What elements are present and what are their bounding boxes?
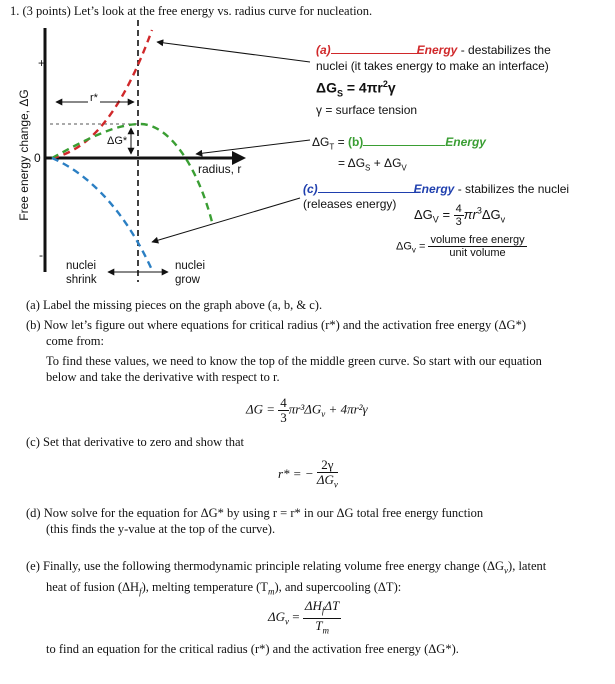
- eq-b-lhs: ΔG =: [246, 401, 276, 417]
- b-line2-sub2: V: [401, 163, 407, 173]
- c-word: Energy: [413, 182, 455, 196]
- c-def-num: volume free energy: [430, 234, 525, 246]
- grow-line-2: grow: [175, 274, 200, 286]
- equation-r-star: [278, 458, 338, 492]
- x-axis-label: radius, r: [198, 162, 242, 176]
- eq-e-num-sub: f: [321, 605, 325, 616]
- grow-line-1: nuclei: [175, 260, 206, 272]
- annotation-b: [312, 134, 486, 177]
- a-tag: (a): [316, 43, 331, 57]
- c-frac-num: 4: [455, 203, 462, 215]
- b-lhs-sub: T: [329, 142, 335, 152]
- b-lhs: ΔG: [312, 135, 330, 149]
- eq-e-num-end: ΔT: [324, 598, 340, 613]
- item-e-label: (e): [26, 559, 40, 573]
- item-b-para-1: To find these values, we need to know the top of the middle green curve. So start with our equation: [46, 354, 542, 368]
- r-star-label: r*: [90, 92, 98, 104]
- item-e-text-2-sub: f: [139, 586, 142, 596]
- c-eq-exp: 3: [476, 205, 482, 216]
- item-e: [26, 558, 611, 599]
- nuclei-grow-label: [175, 259, 205, 287]
- shrink-line-2: shrink: [66, 274, 97, 286]
- eq-b-num: 4: [280, 395, 287, 410]
- eq-e-den: T: [315, 617, 323, 633]
- y-axis-label: Free energy change, ΔG: [17, 89, 31, 221]
- item-e-text-2-end2: ), and supercooling (ΔT):: [274, 579, 402, 594]
- c-eq-eq: =: [442, 206, 451, 222]
- a-eq-tail: γ: [387, 79, 396, 96]
- c-eq-sub: V: [432, 214, 439, 225]
- item-c: [26, 434, 244, 450]
- a-eq-lhs: ΔG: [316, 79, 337, 96]
- b-line2: = ΔG: [338, 156, 366, 171]
- c-equation: [414, 203, 505, 228]
- b-line2-mid: + ΔG: [373, 156, 402, 171]
- a-equation: [316, 76, 551, 101]
- item-c-label: (c): [26, 435, 40, 449]
- eq-b-tail: + 4πr²γ: [328, 401, 368, 417]
- c-releases: (releases energy): [303, 197, 397, 211]
- item-b-text-2: come from:: [46, 334, 104, 348]
- pointer-c: [152, 198, 300, 242]
- c-eq-tail: ΔG: [481, 206, 501, 222]
- item-c-text: Set that derivative to zero and show that: [43, 435, 244, 449]
- c-eq-lhs: ΔG: [414, 206, 433, 222]
- a-word: Energy: [416, 43, 458, 57]
- eq-c-num: 2γ: [317, 458, 338, 473]
- b-line2-sub1: S: [365, 163, 371, 173]
- eq-b-den: 3: [280, 410, 287, 425]
- item-b-paragraph: [46, 353, 606, 385]
- a-eq-rhs: = 4πr: [346, 79, 383, 96]
- item-a-text: Label the missing pieces on the graph above (a, b, & c).: [43, 298, 323, 312]
- a-rest-1: - destabilizes the: [460, 43, 551, 57]
- b-blank[interactable]: [363, 136, 445, 146]
- c-def-eq: =: [418, 240, 426, 253]
- item-a-label: (a): [26, 298, 40, 312]
- plus-label: +: [38, 56, 46, 70]
- total-energy-curve: [52, 124, 212, 222]
- a-blank[interactable]: [331, 44, 417, 54]
- question-intro: Let’s look at the free energy vs. radius curve for nucleation.: [73, 4, 373, 18]
- c-def-lhs: ΔG: [396, 240, 412, 253]
- surface-energy-curve: [52, 30, 152, 158]
- c-eq-tail-sub: v: [500, 214, 506, 225]
- volume-energy-curve: [52, 158, 152, 270]
- c-tag: (c): [303, 182, 318, 196]
- eq-e-lhs-sub: v: [285, 616, 290, 627]
- annotation-a: [316, 42, 551, 118]
- item-d-text-2: (this finds the y-value at the top of the curve).: [46, 522, 276, 536]
- question-points: (3 points): [22, 4, 71, 18]
- pointer-a: [157, 42, 310, 62]
- a-rest-2: nuclei (it takes energy to make an interface): [316, 59, 549, 73]
- dg-star-label: ΔG*: [107, 135, 128, 147]
- c-blank[interactable]: [318, 183, 414, 193]
- item-d-label: (d): [26, 506, 41, 520]
- c-frac-den: 3: [455, 216, 462, 228]
- item-e-text-1: Finally, use the following thermodynamic principle relating volume free energy change (ΔG: [43, 559, 505, 573]
- b-tag: (b): [347, 135, 364, 149]
- eq-e-num: ΔH: [304, 598, 322, 613]
- eq-e-lhs: ΔG: [268, 609, 286, 625]
- zero-label: 0: [34, 151, 41, 165]
- a-eq-sub: S: [336, 88, 343, 99]
- minus-label: -: [39, 248, 43, 262]
- item-b-label: (b): [26, 318, 41, 332]
- c-eq-rhs: πr: [463, 206, 477, 222]
- item-e-text-2: heat of fusion (ΔH: [46, 579, 140, 594]
- eq-e-eq: =: [292, 609, 300, 625]
- shrink-line-1: nuclei: [66, 260, 97, 272]
- c-def-sub: v: [411, 245, 416, 255]
- c-def-den: unit volume: [449, 247, 506, 259]
- eq-b-rhs: πr³ΔG: [288, 401, 322, 417]
- item-b-para-2: below and take the derivative with respect to r.: [46, 370, 280, 384]
- b-word: Energy: [445, 135, 486, 149]
- item-a: [26, 297, 322, 313]
- b-eq: =: [337, 135, 345, 149]
- a-eq-exp: 2: [382, 79, 388, 89]
- eq-c-den: ΔG: [316, 472, 334, 487]
- question-number: 1.: [10, 4, 20, 18]
- c-definition: [396, 234, 527, 259]
- equation-dg-total: [246, 396, 368, 425]
- nuclei-shrink-label: [66, 259, 97, 287]
- item-e-text-1-sub: v: [504, 565, 509, 576]
- equation-dgv: [268, 599, 341, 637]
- item-e-text-1-end: ), latent: [508, 559, 547, 573]
- item-e-text-2-sub2: m: [267, 586, 275, 596]
- item-b: [26, 317, 606, 349]
- pointer-b: [196, 140, 310, 154]
- item-e-final: to find an equation for the critical radius (r*) and the activation free energy (ΔG*).: [46, 642, 459, 656]
- eq-c-den-sub: v: [333, 479, 338, 490]
- c-rest: - stabilizes the nuclei: [457, 182, 570, 196]
- item-d-text-1: Now solve for the equation for ΔG* by using r = r* in our ΔG total free energy function: [43, 506, 484, 520]
- item-d: [26, 505, 606, 537]
- item-b-text-1: Now let’s figure out where equations for critical radius (r*) and the activation free energy (ΔG*): [43, 318, 526, 332]
- item-e-text-2-end: ), melting temperature (T: [141, 579, 268, 594]
- eq-c-lhs: r* = −: [278, 465, 314, 481]
- eq-b-rhs-sub: v: [321, 409, 326, 420]
- eq-e-den-sub: m: [322, 625, 329, 636]
- a-gamma-def: γ = surface tension: [316, 103, 418, 118]
